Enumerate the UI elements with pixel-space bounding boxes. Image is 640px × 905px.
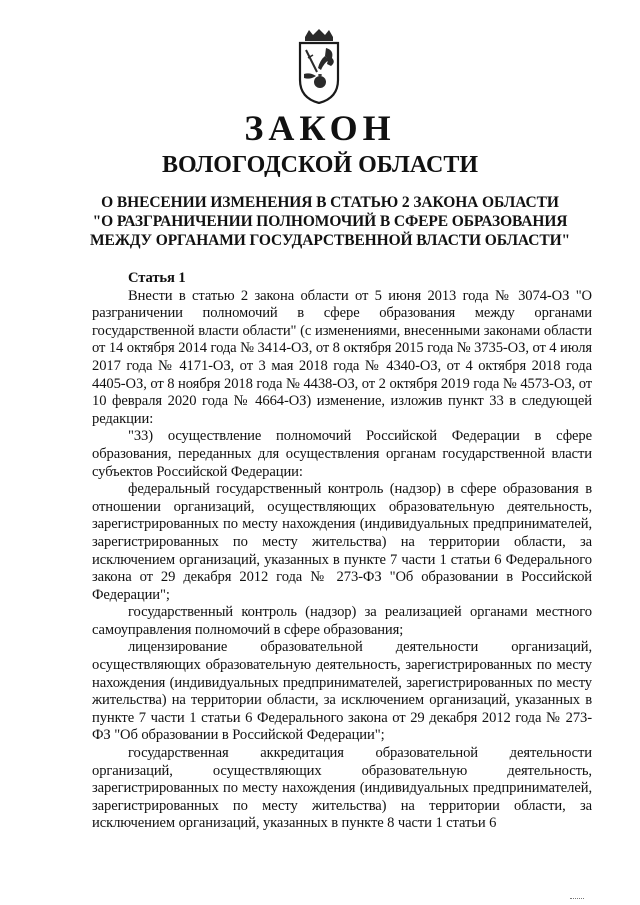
article-paragraph: федеральный государственный контроль (надзор) в сфере образования в отношении организаций, осуществляющих образовательную деятельность, зарегистрированных по месту нахождения (индивидуальных предпринимателей, зарегистрированных по месту жительства) на территории области, за исключением организаций, указанных в пункте 7 части 1 статьи 6 Федерального закона от 29 декабря 2012 года № 273-ФЗ "Об образовании в Российской Федерации";: [92, 481, 592, 603]
page-mark: [570, 898, 584, 901]
article-paragraph: "33) осуществление полномочий Российской Федерации в сфере образования, переданных для осуществления органам государственной власти субъектов Российской Федерации:: [92, 428, 592, 480]
article-paragraph: Внести в статью 2 закона области от 5 июня 2013 года № 3074-ОЗ "О разграничении полномочий в сфере образования между органами государственной власти области" (с изменениями, внесенными законами области от 14 октября 2014 года № 3414-ОЗ, от 8 октября 2015 года № 3735-ОЗ, от 4 июля 2017 года № 4171-ОЗ, от 3 мая 2018 года № 4340-ОЗ, от 4 октября 2018 года 4405-ОЗ, от 8 ноября 2018 года № 4438-ОЗ, от 2 октября 2019 года № 4573-ОЗ, от 10 февраля 2020 года № 4664-ОЗ) изменение, изложив пункт 33 в следующей редакции:: [92, 287, 592, 427]
region-title: ВОЛОГОДСКОЙ ОБЛАСТИ: [161, 152, 479, 178]
subject-line: МЕЖДУ ОРГАНАМИ ГОСУДАРСТВЕННОЙ ВЛАСТИ ОБЛАСТИ": [89, 232, 571, 249]
article-paragraph: государственная аккредитация образовательной деятельности организаций, осуществляющих образовательную деятельность, зарегистрированных по месту нахождения (индивидуальных предпринимателей, зарегистрированных по месту жительства) на территории области, за исключением организаций, указанных в пункте 8 части 1 статьи 6: [92, 745, 592, 832]
article-paragraph: государственный контроль (надзор) за реализацией органами местного самоуправления полномочий в сфере образования;: [92, 604, 592, 638]
subject-line: О ВНЕСЕНИИ ИЗМЕНЕНИЯ В СТАТЬЮ 2 ЗАКОНА ОБЛАСТИ: [101, 194, 559, 211]
coat-of-arms-icon: [296, 28, 342, 104]
subject-line: "О РАЗГРАНИЧЕНИИ ПОЛНОМОЧИЙ В СФЕРЕ ОБРАЗОВАНИЯ: [92, 213, 568, 230]
article-body: [92, 270, 592, 833]
document-title: ЗАКОН: [244, 108, 396, 148]
law-subject: [70, 193, 590, 250]
article-heading: Статья 1: [128, 270, 186, 286]
article-paragraph: лицензирование образовательной деятельности организаций, осуществляющих образовательную деятельность, зарегистрированных по месту нахождения (индивидуальных предпринимателей, зарегистрированных по месту жительства) на территории области, за исключением организаций, указанных в пункте 7 части 1 статьи 6 Федерального закона от 29 декабря 2012 года № 273-ФЗ "Об образовании в Российской Федерации";: [92, 639, 592, 744]
